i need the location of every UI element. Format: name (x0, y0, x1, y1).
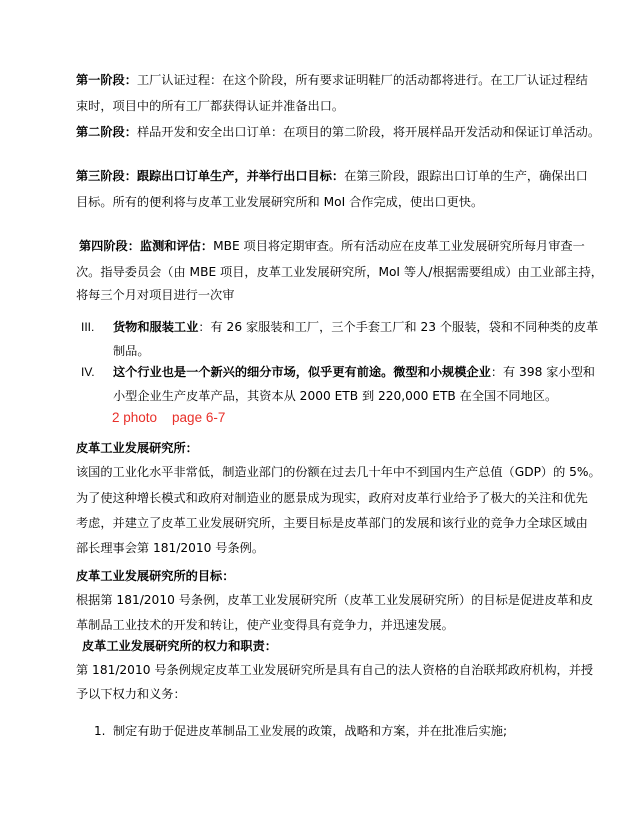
phase2-heading: 第二阶段： (76, 125, 137, 139)
section1-line2: 为了使这种增长模式和政府对制造业的愿景成为现实，政府对皮革行业给予了极大的关注和优先 (76, 491, 588, 505)
phase1-text1: 工厂认证过程：在这个阶段，所有要求证明鞋厂的活动都将进行。在工厂认证过程结 (136, 73, 588, 87)
list-marker-iii: III. (81, 320, 95, 334)
phase2-text1: 样品开发和安全出口订单：在项目的第二阶段，将开展样品开发活动和保证订单活动。 (136, 125, 601, 139)
section3-line2: 予以下权力和义务： (76, 687, 186, 701)
phase4-line2: 次。指导委员会（由 MBE 项目，皮革工业发展研究所，MoI 等人/根据需要组成）由工业部主持， (76, 265, 603, 279)
list-item-iv-line1 (113, 364, 595, 380)
section1-line1: 该国的工业化水平非常低，制造业部门的份额在过去几十年中不到国内生产总值（GDP）的 5%。 (76, 465, 601, 479)
list-marker-1: 1. (94, 724, 106, 738)
list-item-iii-text1: ：有 26 家服装和工厂，三个手套工厂和 23 个服装，袋和不同种类的皮革 (198, 320, 599, 334)
list-item-iv-heading: 这个行业也是一个新兴的细分市场，似乎更有前途。微型和小规模企业 (113, 365, 491, 379)
section2-line1: 根据第 181/2010 号条例，皮革工业发展研究所（皮革工业发展研究所）的目标是促进皮革和皮 (76, 593, 594, 607)
section1-line3: 考虑，并建立了皮革工业发展研究所，主要目标是皮革部门的发展和该行业的竞争力全球区域由 (76, 516, 588, 530)
phase3-heading: 第三阶段：跟踪出口订单生产，并举行出口目标： (76, 169, 345, 183)
section2-heading: 皮革工业发展研究所的目标： (76, 569, 235, 583)
phase3-line1 (76, 168, 588, 184)
section2-line2: 革制品工业技术的开发和转让，使产业变得具有竞争力，并迅速发展。 (76, 618, 454, 632)
list-item-iii-heading: 货物和服装工业 (113, 320, 199, 334)
phase3-line2: 目标。所有的便利将与皮革工业发展研究所和 MoI 合作完成，使出口更快。 (76, 195, 484, 209)
phase4-line1 (79, 238, 585, 254)
phase1-line2: 束时，项目中的所有工厂都获得认证并准备出口。 (76, 99, 345, 113)
list-item-iv-line2: 小型企业生产皮革产品，其资本从 2000 ETB 到 220,000 ETB 在全国不同地区。 (113, 389, 558, 403)
section3-line1: 第 181/2010 号条例规定皮革工业发展研究所是具有自己的法人资格的自治联邦政府机构，并授 (76, 663, 594, 677)
list-item-iii-line1 (113, 319, 598, 335)
phase4-text1: MBE 项目将定期审查。所有活动应在皮革工业发展研究所每月审查一 (213, 239, 585, 253)
section3-heading: 皮革工业发展研究所的权力和职责： (82, 639, 277, 653)
section1-heading: 皮革工业发展研究所： (76, 441, 198, 455)
list-item-iv-text1: ：有 398 家小型和 (490, 365, 595, 379)
phase1-heading: 第一阶段： (76, 73, 137, 87)
phase4-heading: 第四阶段：监测和评估： (79, 239, 214, 253)
phase2-line1 (76, 124, 600, 140)
phase1-line1 (76, 72, 588, 88)
phase4-line3: 将每三个月对项目进行一次审 (76, 288, 235, 302)
phase3-text1: 在第三阶段，跟踪出口订单的生产，确保出口 (344, 169, 588, 183)
list-marker-iv: IV. (81, 365, 95, 379)
list-item-iii-line2: 制品。 (113, 344, 150, 358)
photo-note: 2 photo page 6-7 (112, 410, 226, 425)
numbered-list-item-1: 制定有助于促进皮革制品工业发展的政策，战略和方案，并在批准后实施; (113, 724, 508, 738)
section1-line4: 部长理事会第 181/2010 号条例。 (76, 541, 265, 555)
